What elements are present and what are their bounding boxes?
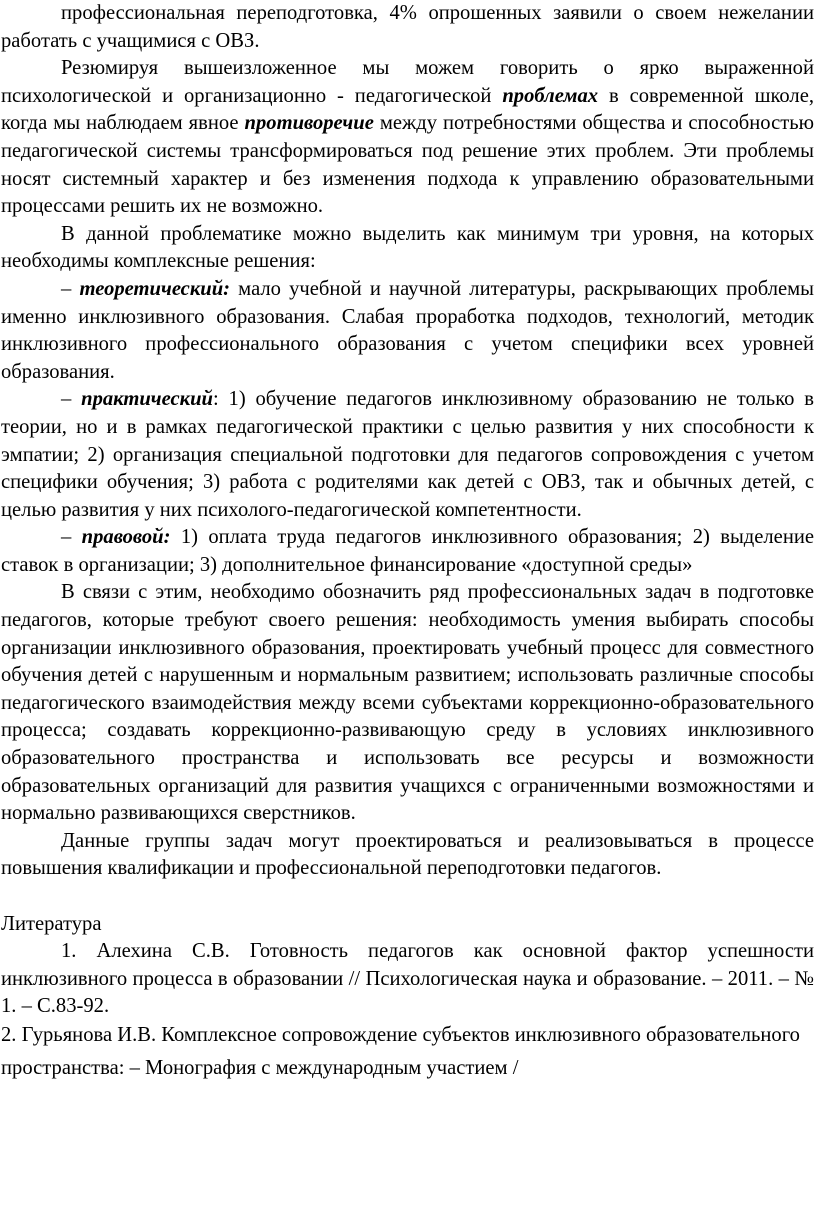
paragraph-text: В данной проблематике можно выделить как минимум три уровня, на которых необходимы комплексные решения:: [1, 222, 814, 273]
paragraph-conclusion: [1, 828, 814, 883]
reference-item-1: 1. Алехина С.В. Готовность педагогов как основной фактор успешности инклюзивного процесса в образовании // Психологическая наука и образование. – 2011. – № 1. – С.83-92.: [1, 940, 814, 1018]
reference-item-2: 2. Гурьянова И.В. Комплексное сопровождение субъектов инклюзивного образовательного пространства: – Монография с международным участием /: [1, 1023, 800, 1079]
paragraph-text: 1) оплата труда педагогов инклюзивного образования; 2) выделение ставок в организации; 3) дополнительное финансирование «доступной среды»: [1, 526, 814, 576]
paragraph-text: Данные группы задач могут проектироваться и реализовываться в процессе повышения квалификации и профессиональной переподготовки педагогов.: [1, 829, 814, 880]
paragraph-text: Резюмируя вышеизложенное мы можем говорить о ярко выраженной психологической и организационно - педагогической: [1, 57, 814, 107]
list-dash: –: [61, 388, 82, 411]
paragraph-text: : 1) обучение педагогов инклюзивному образованию не только в теории, но и в рамках педагогической практики с целью развития у них способности к эмпатии; 2) организация специальной подготовки для педагогов сопровождения с учетом специфики обучения; 3) работа с родителями как детей с ОВЗ, так и обычных детей, с целью развития у них психолого-педагогической компетентности.: [1, 388, 814, 521]
list-item-practical: [1, 386, 814, 524]
paragraph-text: В связи с этим, необходимо обозначить ряд профессиональных задач в подготовке педагогов, которые требуют своего решения: необходимость умения выбирать способы организации инклюзивного образования, проектировать учебный процесс для совместного обучения детей с нарушенным и нормальным развитием; использовать различные способы педагогического взаимодействия между всеми субъектами коррекционно-образовательного процесса; создавать коррекционно-развивающую среду в условиях инклюзивного образовательного пространства и использовать все ресурсы и возможности образовательных организаций для развития учащихся с ограниченными возможностями и нормально развивающихся сверстников.: [1, 581, 814, 825]
spacer: [1, 883, 814, 911]
term-legal: правовой:: [81, 526, 171, 549]
paragraph-text: между потребностями общества и способностью педагогической системы трансформироваться под решение этих проблем. Эти проблемы носят системный характер и без изменения подхода к управлению образовательными процессами решить их не возможно.: [1, 112, 815, 218]
paragraph-text: профессиональная переподготовка, 4% опрошенных заявили о своем нежелании работать с учащимися с ОВЗ.: [1, 2, 814, 52]
paragraph-continuation: [1, 0, 814, 55]
literature-heading: Литература: [1, 912, 102, 935]
paragraph-tasks: [1, 579, 814, 827]
list-dash: –: [61, 526, 82, 549]
paragraph-summary: [1, 55, 814, 221]
emphasis-contradiction: противоречие: [244, 112, 374, 135]
list-item-legal: [1, 524, 814, 579]
term-theoretical: теоретический:: [79, 277, 231, 300]
list-item-theoretical: [1, 276, 814, 386]
paragraph-text: мало учебной и научной литературы, раскрывающих проблемы именно инклюзивного образования. Слабая проработка подходов, технологий, методик инклюзивного профессионального образования с учетом специфики всех уровней образования.: [1, 277, 814, 383]
list-dash: –: [61, 277, 80, 300]
emphasis-problems: проблемах: [502, 84, 599, 107]
paragraph-levels-intro: [1, 221, 814, 276]
term-practical: практический: [81, 388, 213, 411]
paragraph-text: в современной школе, когда мы наблюдаем явное: [1, 84, 814, 135]
